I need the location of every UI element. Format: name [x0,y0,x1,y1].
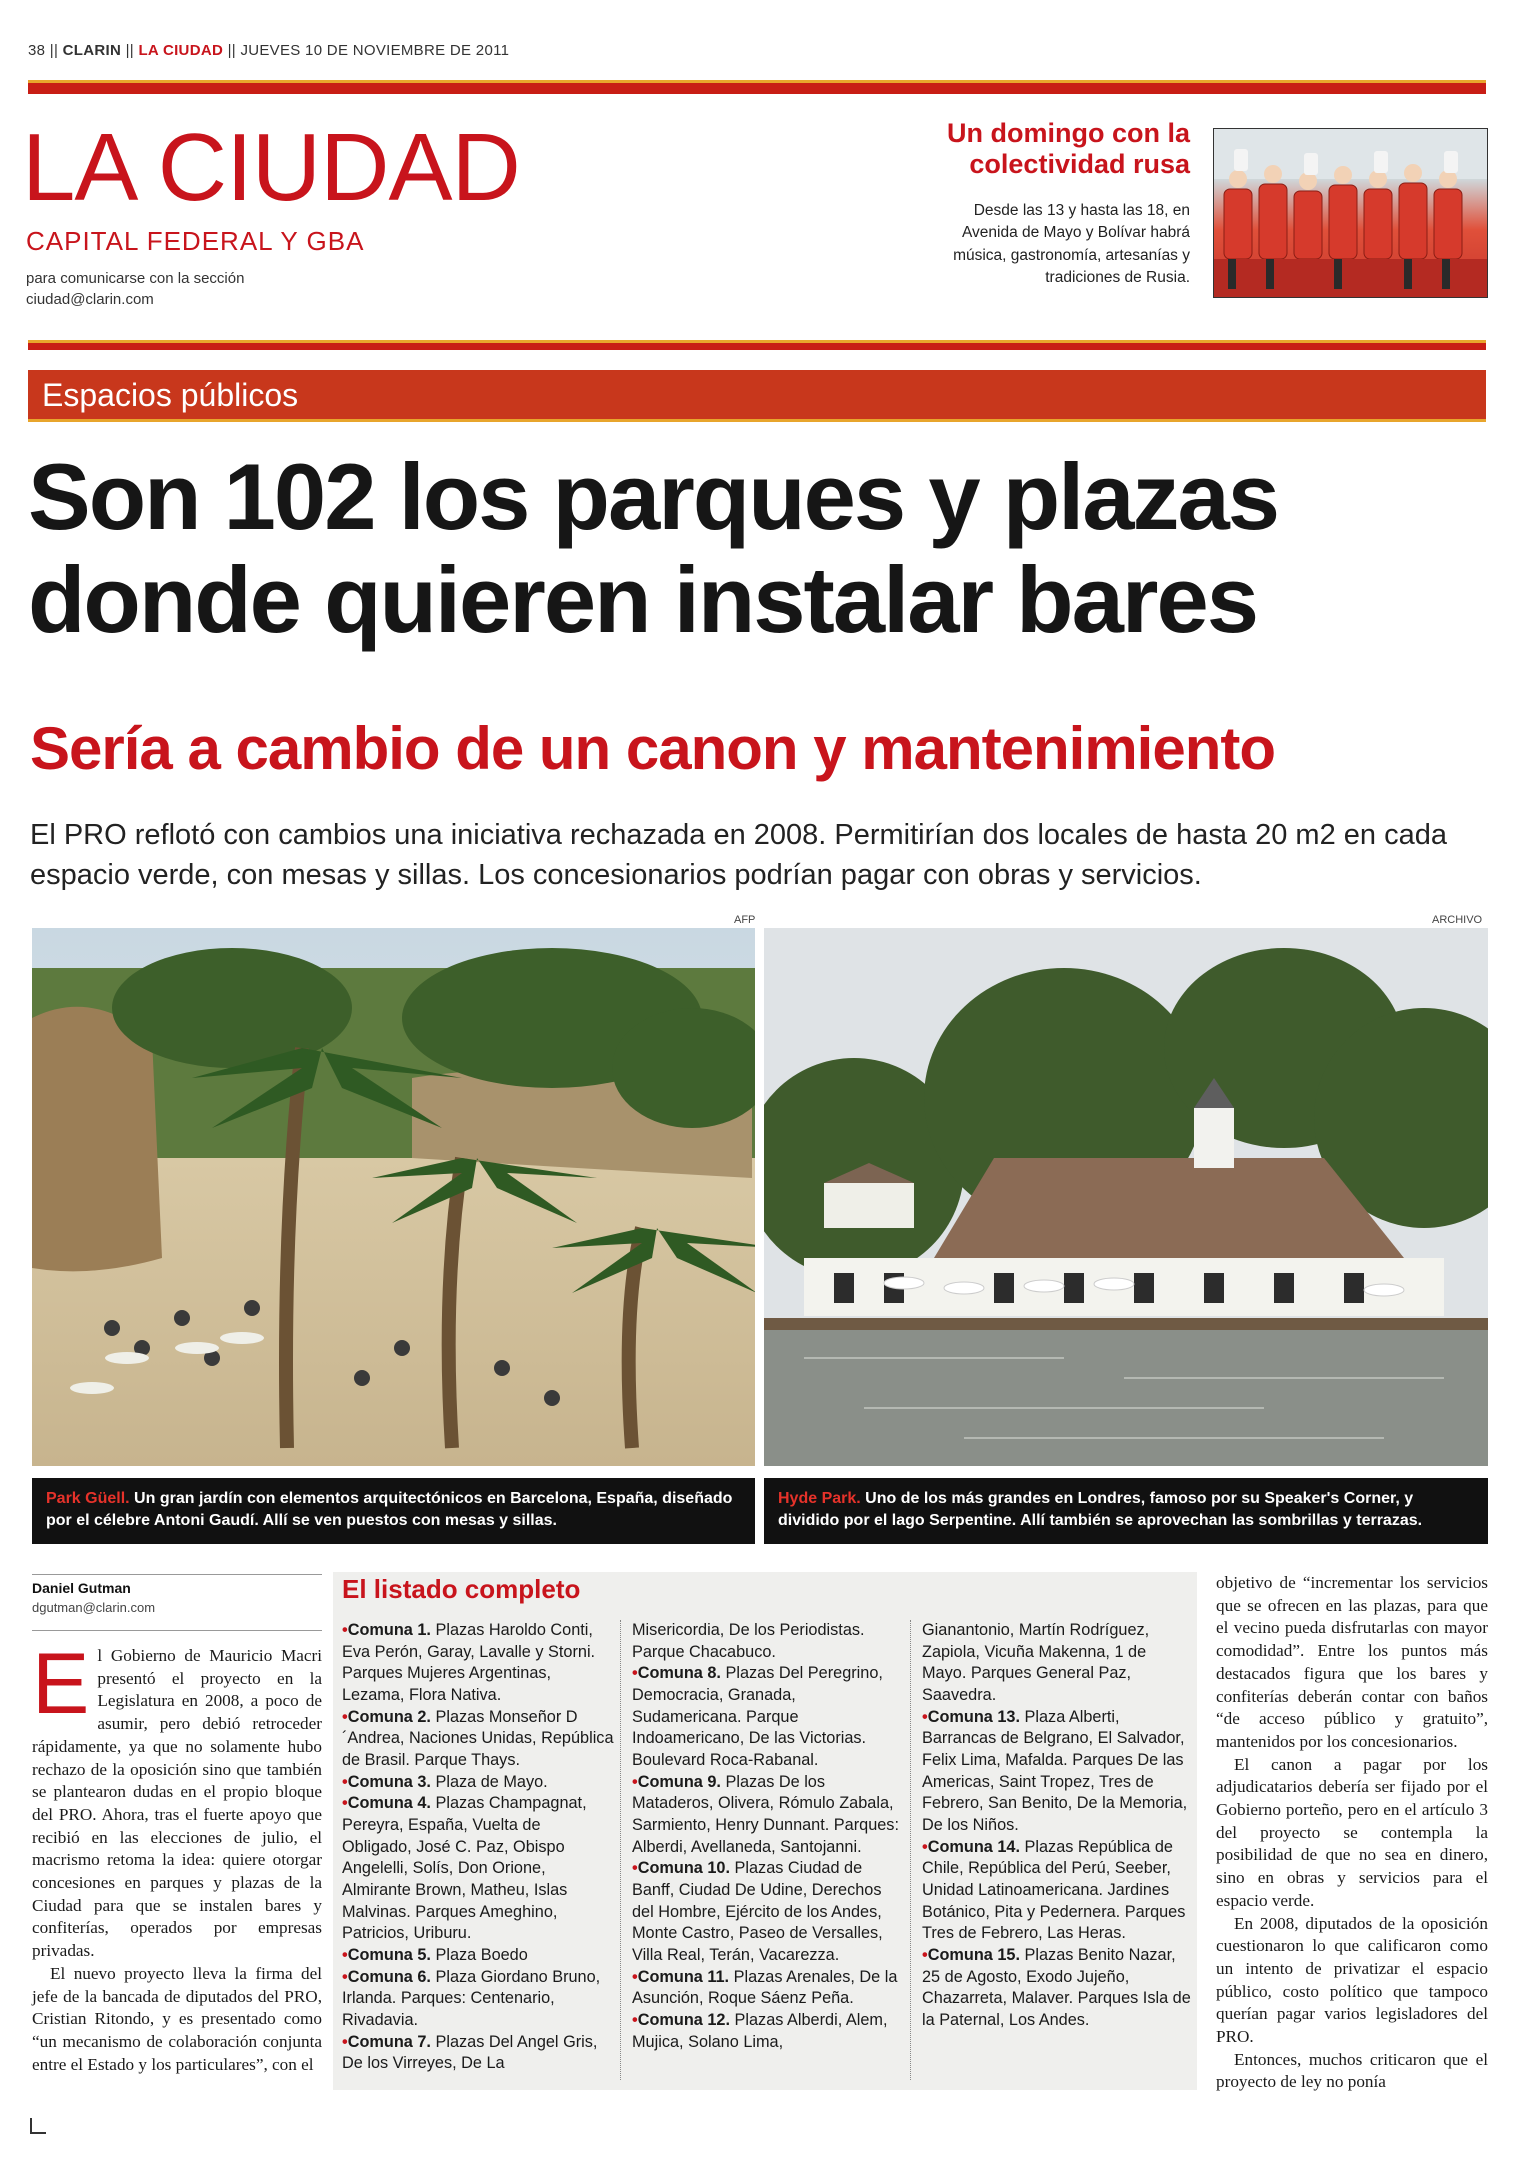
page-number: 38 [28,42,46,59]
listado-entry [632,1620,904,1663]
contact-email[interactable]: ciudad@clarin.com [26,291,154,308]
comuna-label: • Comuna 12. [632,2011,730,2029]
comuna-label: • Comuna 7. [342,2033,431,2051]
folio-section: LA CIUDAD [138,42,224,59]
comuna-label: • Comuna 4. [342,1794,431,1812]
kicker-label: Espacios públicos [42,377,299,413]
caption-left [32,1478,755,1544]
listado-entry [342,1945,614,1967]
article-paragraph-5: En 2008, diputados de la oposición cuestionaron lo que calificaron como un intento de privatizar el espacio público, costo político que tampoco querían pagar varios legisladores del PRO. [1216,1913,1488,2047]
teaser-photo [1213,128,1488,298]
comuna-places: Plazas De los Mataderos, Olivera, Rómulo Zabala, Sarmiento, Henry Dunnant. Parques: Alberdi, Avellaneda, Santojanni. [632,1772,899,1856]
listado-title: El listado completo [342,1574,581,1604]
comuna-label: • Comuna 15. [922,1946,1020,1964]
caption-right-label: Hyde Park. [778,1490,861,1507]
kicker-bar [28,370,1486,422]
teaser-headline[interactable]: Un domingo con la colectividad rusa [947,118,1190,180]
comuna-places: Plazas Monseñor D´Andrea, Naciones Unidas, República de Brasil. Parque Thays. [342,1707,614,1770]
caption-right-text: Uno de los más grandes en Londres, famoso por su Speaker's Corner, y dividido por el lago Serpentine. Allí también se aprovechan las sombrillas y terrazas. [778,1490,1423,1529]
folio-date: JUEVES 10 DE NOVIEMBRE DE 2011 [240,42,510,59]
article-paragraph-1: l Gobierno de Mauricio Macri presentó el proyecto en la Legislatura en 2008, a poco de asumir, pero debió retroceder rápidamente, ya que no solamente hubo rechazo de la oposición sino que también se plantearon dudas en el propio bloque del PRO. Ahora, tras el fuerte apoyo que recibió en las elecciones de julio, el macrismo retoma la idea: quiere otorgar concesiones en parques y plazas de la Ciudad para que se instalen bares y confiterías, operados por empresas privadas. [32,1646,322,1961]
comuna-places: Misericordia, De los Periodistas. Parque Chacabuco. [632,1621,865,1661]
comuna-places: Plazas Arenales, De la Asunción, Roque Sáenz Peña. [632,1967,898,2008]
article-paragraph-2: El nuevo proyecto lleva la firma del jefe de la bancada de diputados del PRO, Cristian Ritondo, y es presentado como “un mecanismo de colaboración conjunta entre el Estado y los particulares”, con el [32,1963,322,2074]
comuna-label: • Comuna 10. [632,1859,730,1877]
comuna-label: • Comuna 9. [632,1773,721,1791]
folio-line: 38 || CLARIN || LA CIUDAD || JUEVES 10 DE NOVIEMBRE DE 2011 [28,42,510,59]
article-paragraph-3: objetivo de “incrementar los servicios que se ofrecen en las plazas, para que el vecino pueda disfrutarlas con mayor comodidad”. Entre los puntos más destacados figura que los bares y confiterías deberán contar con baños “de acceso público y gratuito”, mantenidos por los concesionarios. [1216,1573,1488,1751]
listado-column-3 [922,1620,1194,2032]
listado-divider-1 [620,1620,621,2080]
listado-entry [632,2010,904,2053]
brand-name: CLARIN [62,42,122,59]
listado-entry [922,1620,1194,1707]
comuna-places: Plaza Boedo [430,1946,528,1965]
comuna-places: Plazas República de Chile, República del Perú, Seeber, Unidad Latinoamericana. Jardines Botánico, Pita y Pedernera. Parques Tres de Febrero, Las Heras. [922,1837,1186,1943]
comuna-places: Plazas Benito Nazar, 25 de Agosto, Exodo Jujeño, Chazarreta, Malaver. Parques Isla de la Paternal, Los Andes. [922,1946,1191,2030]
listado-entry [632,1772,904,1859]
listado-entry [922,1707,1194,1837]
comuna-places: Plazas Del Peregrino, Democracia, Granada, Sudamericana. Parque Indoamericano, De las Victorias. Boulevard Roca-Rabanal. [632,1664,883,1770]
middle-rule [28,340,1486,350]
subheadline: Sería a cambio de un canon y mantenimiento [30,715,1275,782]
section-title: LA CIUDAD [22,114,520,221]
article-paragraph-6: Entonces, muchos criticaron que el proyecto de ley no ponía [1216,2049,1488,2092]
comuna-places: Plaza Alberti, Barrancas de Belgrano, El Salvador, Felix Lima, Mafalda. Parques De las Americas, Saint Tropez, Tres de Febrero, San Benito, De la Memoria, De los Niños. [922,1707,1188,1835]
listado-entry [342,1967,614,2032]
section-subtitle: CAPITAL FEDERAL Y GBA [26,226,365,256]
top-rule [28,80,1486,94]
listado-entry [922,1837,1194,1945]
listado-entry [632,1967,904,2010]
caption-right [764,1478,1488,1544]
dancers-illustration [1214,129,1488,298]
comuna-label: • Comuna 3. [342,1773,431,1791]
listado-entry [342,1620,614,1707]
article-paragraph-4: El canon a pagar por los adjudicatarios debería ser fijado por el Gobierno porteño, pero en el artículo 3 del proyecto se contempla la posibilidad de que no sea en dinero, sino en obras y servicios para el espacio verde. [1216,1754,1488,1910]
comuna-places: Plaza Giordano Bruno, Irlanda. Parques: Centenario, Rivadavia. [342,1967,601,2030]
listado-column-1 [342,1620,614,2075]
listado-column-2 [632,1620,904,2053]
comuna-label: • Comuna 2. [342,1708,431,1726]
comuna-places: Plazas Del Angel Gris, De los Virreyes, De La [342,2032,598,2073]
byline-rule [32,1574,322,1575]
byline-name: Daniel Gutman [32,1580,131,1596]
contact-line: para comunicarse con la sección [26,270,245,287]
park-guell-photo [32,928,755,1466]
caption-left-label: Park Güell. [46,1490,130,1507]
teaser-body: Desde las 13 y hasta las 18, en Avenida de Mayo y Bolívar habrá música, gastronomía, artesanías y tradiciones de Rusia. [953,202,1190,287]
comuna-places: Gianantonio, Martín Rodríguez, Zapiola, Vicuña Makenna, 1 de Mayo. Parques General Paz, Saavedra. [922,1621,1150,1705]
listado-entry [342,1707,614,1772]
listado-entry [342,2032,614,2075]
listado-entry [632,1663,904,1771]
caption-left-text: Un gran jardín con elementos arquitectónicos en Barcelona, España, diseñado por el célebre Antoni Gaudí. Allí se ven puestos con mesas y sillas. [46,1490,733,1529]
listado-divider-2 [910,1620,911,2080]
comuna-places: Plazas Alberdi, Alem, Mujica, Solano Lima, [632,2011,888,2051]
listado-entry [632,1858,904,1966]
comuna-places: Plazas Champagnat, Pereyra, España, Vuelta de Obligado, José C. Paz, Obispo Angelelli, Solís, Don Orione, Almirante Brown, Matheu, Islas Malvinas. Parques Ameghino, Patricios, Uriburu. [342,1794,587,1943]
headline[interactable]: Son 102 los parques y plazas donde quieren instalar bares [28,444,1279,653]
comuna-places: Plazas Haroldo Conti, Eva Perón, Garay, Lavalle y Storni. Parques Mujeres Argentinas, Lezama, Flora Nativa. [342,1621,596,1705]
article-column-1 [32,1636,322,2076]
article-column-2 [1216,1572,1488,2094]
dropcap: E [32,1636,90,1732]
comuna-label: • Comuna 6. [342,1968,431,1986]
hyde-park-illustration [764,928,1488,1466]
comuna-places: Plazas Ciudad de Banff, Ciudad De Udine, Derechos del Hombre, Ejército de los Andes, Monte Castro, Paseo de Versalles, Villa Real, Terán, Vacarezza. [632,1859,883,1965]
comuna-label: • Comuna 8. [632,1664,721,1682]
comuna-label: • Comuna 13. [922,1708,1020,1726]
listado-entry [342,1793,614,1945]
photo-credit-left: AFP [734,914,756,926]
comuna-label: • Comuna 11. [632,1968,729,1986]
crop-mark [30,2118,46,2134]
byline-email[interactable]: dgutman@clarin.com [32,1600,156,1615]
byline-rule-bottom [32,1630,322,1631]
park-guell-illustration [32,928,755,1466]
listado-entry [342,1772,614,1794]
hyde-park-photo [764,928,1488,1466]
comuna-label: • Comuna 1. [342,1621,431,1639]
comuna-label: • Comuna 5. [342,1946,431,1964]
comuna-places: Plaza de Mayo. [430,1772,548,1791]
comuna-label: • Comuna 14. [922,1838,1020,1856]
contact-block [26,268,244,310]
lead-paragraph: El PRO reflotó con cambios una iniciativa rechazada en 2008. Permitirían dos locales de hasta 20 m2 en cada espacio verde, con mesas y sillas. Los concesionarios podrían pagar con obras y servicios. [30,819,1447,892]
listado-entry [922,1945,1194,2032]
photo-credit-right: ARCHIVO [1432,914,1483,926]
